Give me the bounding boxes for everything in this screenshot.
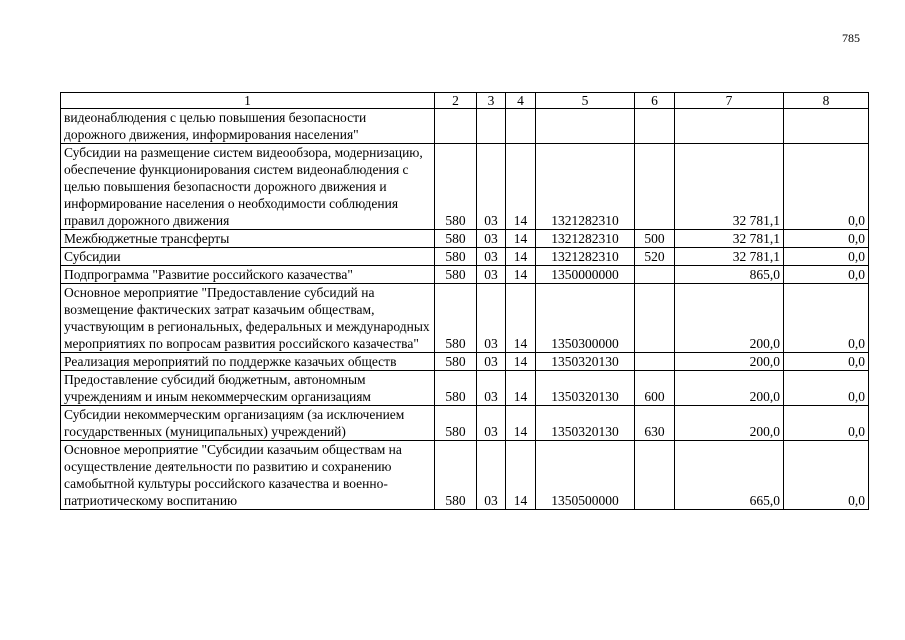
row-ministry-code: 580 — [435, 230, 477, 248]
table-row — [61, 230, 869, 248]
row-subsection: 14 — [506, 441, 536, 510]
row-ministry-code: 580 — [435, 144, 477, 230]
row-expense-type — [635, 353, 675, 371]
row-expense-type — [635, 109, 675, 144]
table-row — [61, 284, 869, 353]
row-expense-type — [635, 441, 675, 510]
row-amount: 200,0 — [675, 353, 784, 371]
row-subsection — [506, 109, 536, 144]
row-amount-2: 0,0 — [784, 230, 869, 248]
row-section: 03 — [477, 441, 506, 510]
row-target-article: 1350320130 — [536, 353, 635, 371]
row-section: 03 — [477, 406, 506, 441]
row-ministry-code — [435, 109, 477, 144]
row-amount: 200,0 — [675, 371, 784, 406]
row-subsection: 14 — [506, 230, 536, 248]
row-expense-type: 600 — [635, 371, 675, 406]
row-amount-2: 0,0 — [784, 441, 869, 510]
row-expense-type: 630 — [635, 406, 675, 441]
row-amount-2: 0,0 — [784, 406, 869, 441]
header-col-6: 6 — [635, 93, 675, 109]
row-amount: 200,0 — [675, 406, 784, 441]
row-section: 03 — [477, 144, 506, 230]
row-expense-type — [635, 266, 675, 284]
row-expense-type — [635, 144, 675, 230]
row-ministry-code: 580 — [435, 441, 477, 510]
row-amount-2: 0,0 — [784, 248, 869, 266]
row-target-article: 1350320130 — [536, 406, 635, 441]
row-target-article: 1321282310 — [536, 230, 635, 248]
row-ministry-code: 580 — [435, 266, 477, 284]
row-target-article: 1350000000 — [536, 266, 635, 284]
header-col-2: 2 — [435, 93, 477, 109]
page-number: 785 — [842, 31, 860, 45]
row-subsection: 14 — [506, 248, 536, 266]
header-row — [61, 93, 869, 109]
row-target-article — [536, 109, 635, 144]
table-row — [61, 266, 869, 284]
row-target-article: 1350320130 — [536, 371, 635, 406]
row-name: Подпрограмма "Развитие российского казачества" — [61, 266, 435, 284]
table-row — [61, 109, 869, 144]
row-ministry-code: 580 — [435, 406, 477, 441]
row-section — [477, 109, 506, 144]
row-subsection: 14 — [506, 266, 536, 284]
header-col-3: 3 — [477, 93, 506, 109]
row-amount-2: 0,0 — [784, 284, 869, 353]
row-expense-type — [635, 284, 675, 353]
row-name: Субсидии — [61, 248, 435, 266]
table-row — [61, 248, 869, 266]
row-amount: 665,0 — [675, 441, 784, 510]
row-name: Субсидии на размещение систем видеообзора, модернизацию, обеспечение функционирования систем видеонаблюдения с целью повышения безопасности дорожного движения и информирование населения о необходимости соблюдения правил дорожного движения — [61, 144, 435, 230]
table-row — [61, 353, 869, 371]
row-amount: 32 781,1 — [675, 230, 784, 248]
row-amount: 32 781,1 — [675, 144, 784, 230]
row-section: 03 — [477, 266, 506, 284]
row-subsection: 14 — [506, 353, 536, 371]
row-subsection: 14 — [506, 371, 536, 406]
table-row — [61, 371, 869, 406]
table-row — [61, 406, 869, 441]
row-ministry-code: 580 — [435, 248, 477, 266]
row-amount — [675, 109, 784, 144]
row-name: Предоставление субсидий бюджетным, автономным учреждениям и иным некоммерческим организациям — [61, 371, 435, 406]
row-subsection: 14 — [506, 284, 536, 353]
row-target-article: 1350300000 — [536, 284, 635, 353]
row-ministry-code: 580 — [435, 353, 477, 371]
row-name: Реализация мероприятий по поддержке казачьих обществ — [61, 353, 435, 371]
table-row — [61, 441, 869, 510]
row-amount-2: 0,0 — [784, 353, 869, 371]
row-section: 03 — [477, 284, 506, 353]
row-amount: 32 781,1 — [675, 248, 784, 266]
row-section: 03 — [477, 248, 506, 266]
header-col-8: 8 — [784, 93, 869, 109]
row-name: видеонаблюдения с целью повышения безопасности дорожного движения, информирования населения" — [61, 109, 435, 144]
header-col-1: 1 — [61, 93, 435, 109]
row-target-article: 1321282310 — [536, 144, 635, 230]
row-name: Основное мероприятие "Предоставление субсидий на возмещение фактических затрат казачьим обществам, участвующим в региональных, федеральных и международных мероприятиях по вопросам развития российского казачества" — [61, 284, 435, 353]
header-col-7: 7 — [675, 93, 784, 109]
table-row — [61, 144, 869, 230]
header-col-5: 5 — [536, 93, 635, 109]
row-target-article: 1350500000 — [536, 441, 635, 510]
row-amount-2: 0,0 — [784, 144, 869, 230]
row-name: Межбюджетные трансферты — [61, 230, 435, 248]
row-target-article: 1321282310 — [536, 248, 635, 266]
row-section: 03 — [477, 230, 506, 248]
row-amount-2: 0,0 — [784, 371, 869, 406]
row-ministry-code: 580 — [435, 371, 477, 406]
row-amount-2: 0,0 — [784, 266, 869, 284]
row-section: 03 — [477, 371, 506, 406]
row-amount-2 — [784, 109, 869, 144]
row-name: Субсидии некоммерческим организациям (за исключением государственных (муниципальных) учреждений) — [61, 406, 435, 441]
row-amount: 200,0 — [675, 284, 784, 353]
row-section: 03 — [477, 353, 506, 371]
row-amount: 865,0 — [675, 266, 784, 284]
row-subsection: 14 — [506, 406, 536, 441]
row-ministry-code: 580 — [435, 284, 477, 353]
row-subsection: 14 — [506, 144, 536, 230]
row-name: Основное мероприятие "Субсидии казачьим обществам на осуществление деятельности по развитию и сохранению самобытной культуры российского казачества и военно-патриотическому воспитанию — [61, 441, 435, 510]
row-expense-type: 520 — [635, 248, 675, 266]
header-col-4: 4 — [506, 93, 536, 109]
budget-table — [60, 92, 869, 510]
row-expense-type: 500 — [635, 230, 675, 248]
